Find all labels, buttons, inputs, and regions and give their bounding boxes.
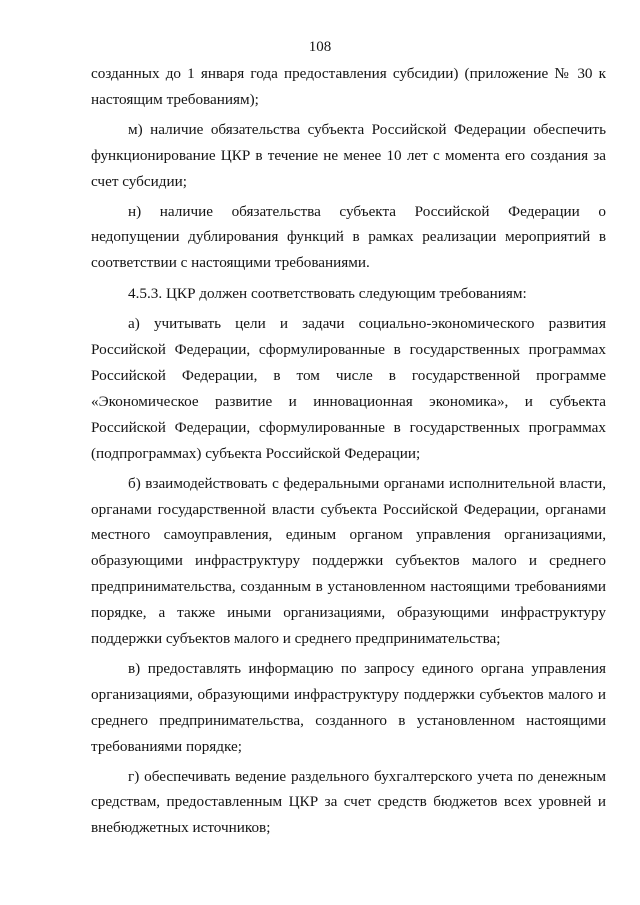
paragraph-section-4-5-3: 4.5.3. ЦКР должен соответствовать следующим требованиям: [128, 285, 527, 303]
paragraph-item-v: в) предоставлять информацию по запросу единого органа управления организациями, образующими инфраструктуру поддержки субъектов малого и среднего предпринимательства, созданного в установленном настоящими требованиями порядке; [91, 659, 606, 755]
paragraph-item-a: а) учитывать цели и задачи социально-экономического развития Российской Федерации, сформулированные в государственных программах Российской Федерации, в том числе в государственной программе «Экономическое развитие и инновационная экономика», и субъекта Российской Федерации, сформулированные в государственных программах (подпрограммах) субъекта Российской Федерации; [91, 315, 606, 462]
document-body [91, 61, 606, 841]
paragraph-item-g: г) обеспечивать ведение раздельного бухгалтерского учета по денежным средствам, предоставленным ЦКР за счет средств бюджетов всех уровней и внебюджетных источников; [91, 767, 606, 837]
paragraph-item-m: м) наличие обязательства субъекта Российской Федерации обеспечить функционирование ЦКР в течение не менее 10 лет с момента его создания за счет субсидии; [91, 120, 606, 190]
paragraph-item-b: б) взаимодействовать с федеральными органами исполнительной власти, органами государственной власти субъекта Российской Федерации, органами местного самоуправления, единым органом управления организациями, образующими инфраструктуру поддержки субъектов малого и среднего предпринимательства, созданным в установленном настоящими требованиями порядке, а также иными организациями, образующими инфраструктуру поддержки субъектов малого и среднего предпринимательства; [91, 474, 606, 648]
page-number: 108 [308, 39, 332, 55]
paragraph-item-n: н) наличие обязательства субъекта Российской Федерации о недопущении дублирования функций в рамках реализации мероприятий в соответствии с настоящими требованиями. [91, 202, 606, 272]
paragraph-continuation: созданных до 1 января года предоставления субсидии) (приложение № 30 к настоящим требованиям); [91, 65, 606, 108]
